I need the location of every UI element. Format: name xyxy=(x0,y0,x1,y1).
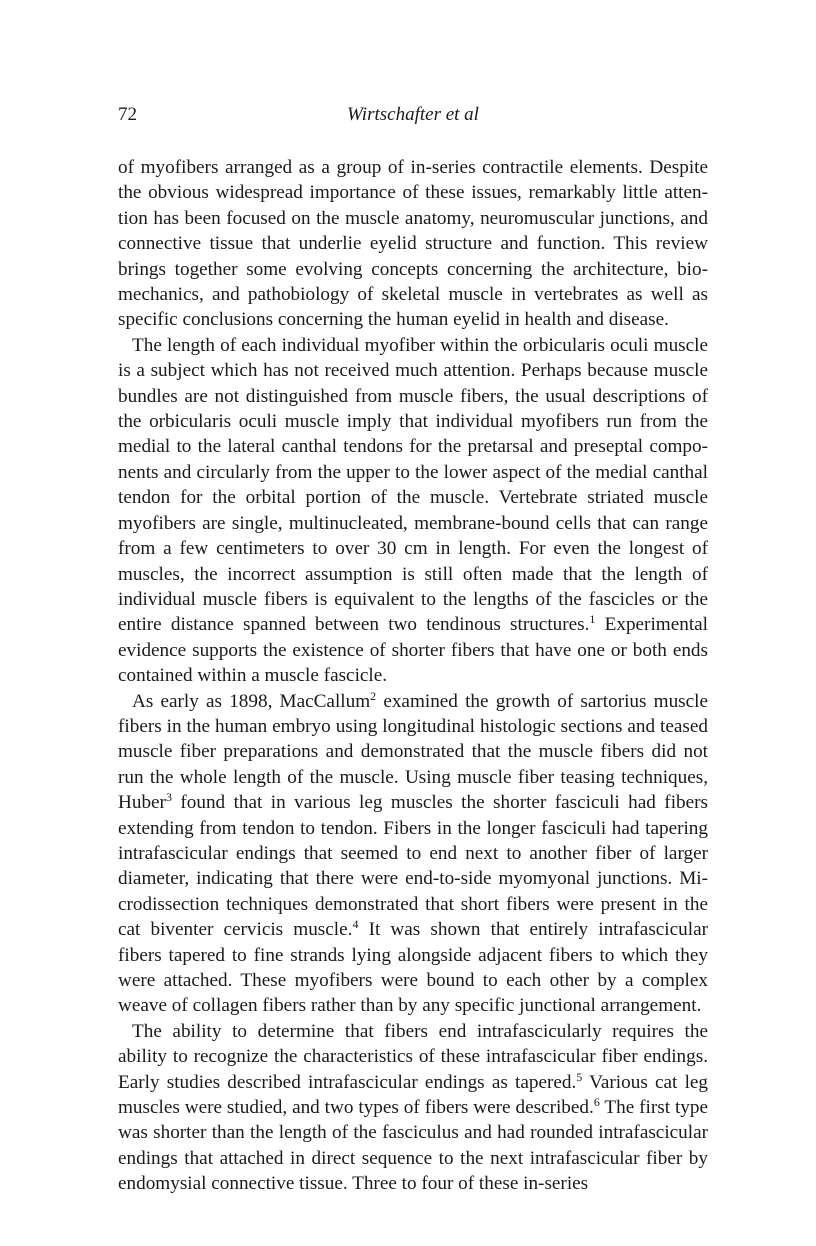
body-paragraph xyxy=(118,1019,708,1197)
page xyxy=(118,100,709,1195)
body-text xyxy=(118,155,708,1197)
page-number: 72 xyxy=(118,104,137,125)
paragraph-text-run: The first type was shorter than the length of the fasciculus and had rounded intrafascicular endings that attached in direct sequence to the next intrafascicular fiber by endomysial connective tissue. Three to four of these in-series xyxy=(118,1097,708,1195)
paragraph-text-run: found that in various leg muscles the shorter fasciculi had fibers extending from tendon to tendon. Fibers in the longer fasciculi had tapering intrafascicular endings that seemed to end next to another fiber of larger diameter, indicating that there were end-to-side myomyonal junctions. Microdissection techniques demonstrated that short fibers were present in the cat biventer cervicis muscle. xyxy=(118,792,708,941)
body-paragraph xyxy=(118,689,708,1019)
footnote-reference: 3 xyxy=(165,790,172,805)
footnote-reference: 1 xyxy=(589,612,596,627)
paragraph-text-run: Various cat leg muscles were studied, and two types of fibers were described. xyxy=(118,1071,709,1119)
paragraph-text-run: The ability to determine that fibers end intrafascicularly requires the ability to recognize the characteristics of these intrafascicular fiber endings. Early studies described intrafascicular endings as tapered. xyxy=(118,1020,708,1093)
paragraph-text-run: The length of each individual myofiber within the orbicularis oculi muscle is a subject which has not received much attention. Perhaps because muscle bundles are not distinguished from muscle fibers, the usual descriptions of the orbicularis oculi muscle imply that individual myofibers run from the medial to the lateral canthal tendons for the pretarsal and preseptal components and circularly from the upper to the lower aspect of the medial canthal tendon for the orbital portion of the muscle. Vertebrate striated muscle myofibers are single, multinucleated, membrane-bound cells that can range from a few centimeters to over 30 cm in length. For even the longest of muscles, the incorrect assumption is still often made that the length of individual muscle fibers is equivalent to the lengths of the fascicles or the entire distance spanned between two tendinous structures. xyxy=(118,334,708,636)
paragraph-text-run: examined the growth of sartorius muscle fibers in the human embryo using longitudinal histologic sections and teased muscle fiber preparations and demonstrated that the muscle fibers did not run the whole length of the muscle. Using muscle fiber teasing techniques, Huber xyxy=(118,690,709,814)
footnote-reference: 4 xyxy=(352,917,359,932)
footnote-reference: 6 xyxy=(593,1095,600,1110)
footnote-reference: 5 xyxy=(576,1069,583,1084)
body-paragraph xyxy=(118,155,708,333)
paragraph-text-run: It was shown that entirely intrafascicular fibers tapered to fine strands lying alongside adjacent fibers to which they were attached. These myofibers were bound to each other by a complex weave of collagen fibers rather than by any specific junctional arrangement. xyxy=(118,919,708,1017)
paragraph-text-run: Experimental evidence supports the existence of shorter fibers that have one or both ends contained within a muscle fascicle. xyxy=(118,614,708,687)
paragraph-text-run: of myofibers arranged as a group of in-series contractile elements. Despite the obvious widespread importance of these issues, remarkably little attention has been focused on the muscle anatomy, neuromuscular junctions, and connective tissue that underlie eyelid structure and function. This review brings together some evolving concepts concerning the architecture, biomechanics, and pathobiology of skeletal muscle in vertebrates as well as specific conclusions concerning the human eyelid in health and disease. xyxy=(118,157,708,331)
paragraph-text-run: As early as 1898, MacCallum xyxy=(132,690,371,712)
body-paragraph xyxy=(118,333,708,689)
running-head xyxy=(118,100,708,128)
running-title: Wirtschafter et al xyxy=(347,104,479,125)
footnote-reference: 2 xyxy=(370,688,377,703)
